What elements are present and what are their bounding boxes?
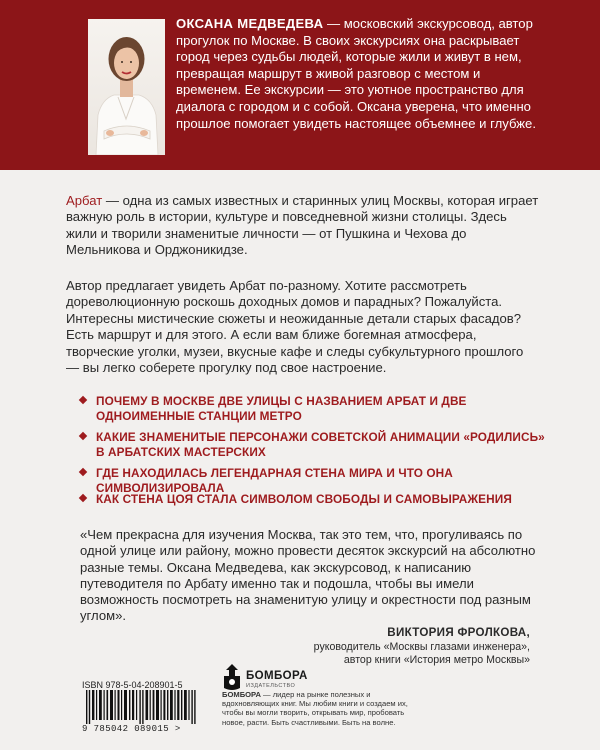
author-name: ОКСАНА МЕДВЕДЕВА [176, 16, 324, 31]
author-bio-band [0, 0, 600, 170]
isbn-text: ISBN 978-5-04-208901-5 [82, 680, 183, 690]
diamond-bullet-icon [79, 432, 87, 440]
quote-attribution [314, 626, 530, 667]
publisher-brand: БОМБОРА [222, 690, 261, 699]
description-paragraph: Автор предлагает увидеть Арбат по-разному. Хотите рассмотреть дореволюционную роскошь доходных домов и парадных? Пожалуйста. Интересны мистические сюжеты и неожиданные детали старых фасадов? Есть маршрут и для этого. А если вам ближе богемная атмосфера, творческие уголки, музеи, вкусные кафе и следы субкультурного прошлого — вы легко соберете прогулку под свое настроение. [66, 278, 524, 376]
publisher-text: — лидер на рынке полезных и вдохновляющих книг. Мы любим книги и создаем их, чтобы вы могли творить, открывать мир, пробовать новое, расти. Быть счастливыми. Быть на волне. [222, 690, 408, 727]
attribution-role: руководитель «Москвы глазами инженера», [313, 641, 530, 653]
diamond-bullet-icon [79, 494, 87, 502]
diamond-bullet-icon [79, 468, 87, 476]
intro-text: — одна из самых известных и старинных улиц Москвы, которая играет важную роль в истории, культуре и повседневной жизни столицы. Здесь жили и творили знаменитые личности — от Пушкина и Чехова до Мельникова и Орджоникидзе. [66, 193, 539, 258]
bullet-item [80, 430, 550, 460]
bullet-item [80, 492, 512, 507]
intro-paragraph [66, 193, 540, 259]
bullet-text: КАКИЕ ЗНАМЕНИТЫЕ ПЕРСОНАЖИ СОВЕТСКОЙ АНИМАЦИИ «РОДИЛИСЬ» В АРБАТСКИХ МАСТЕРСКИХ [96, 430, 545, 459]
bullet-item [80, 394, 550, 424]
review-quote: «Чем прекрасна для изучения Москва, так это тем, что, прогуливаясь по одной улице или району, можно провести десяток экскурсий на абсолютно разные темы. Оксана Медведева, как экскурсовод, к написанию путеводителя по Арбату именно так и подошла, чтобы вы имели возможность посмотреть на знаменитую улицу и окрестности под разным углом». [80, 527, 536, 624]
author-bio-text: — московский экскурсовод, автор прогулок по Москве. В своих экскурсиях она раскрывает город через судьбы людей, которые жили и живут в нем, превращая маршрут в живой разговор с местом и временем. Ее экскурсии — это уютное пространство для диалога с городом и с собой. Оксана уверена, что именно прошлое помогает увидеть настоящее объемнее и глубже. [176, 16, 536, 131]
bullet-text: ГДЕ НАХОДИЛАСЬ ЛЕГЕНДАРНАЯ СТЕНА МИРА И ЧТО ОНА СИМВОЛИЗИРОВАЛА [96, 466, 453, 495]
author-bio [176, 16, 536, 132]
bullet-text: ПОЧЕМУ В МОСКВЕ ДВЕ УЛИЦЫ С НАЗВАНИЕМ АРБАТ И ДВЕ ОДНОИМЕННЫЕ СТАНЦИИ МЕТРО [96, 394, 467, 423]
intro-accent: Арбат [66, 193, 103, 208]
barcode-icon [86, 690, 198, 724]
barcode-block [82, 680, 204, 736]
bullet-text: КАК СТЕНА ЦОЯ СТАЛА СИМВОЛОМ СВОБОДЫ И САМОВЫРАЖЕНИЯ [96, 492, 512, 506]
publisher-logo-text: БОМБОРА [246, 670, 308, 682]
diamond-bullet-icon [79, 396, 87, 404]
attribution-book: автор книги «История метро Москвы» [343, 654, 530, 666]
author-photo [88, 19, 165, 155]
publisher-blurb [222, 690, 422, 727]
publisher-logo-subtext: ИЗДАТЕЛЬСТВО [246, 683, 296, 689]
attribution-name: ВИКТОРИЯ ФРОЛКОВА, [387, 626, 530, 639]
barcode-number: 9 785042 089015 > [82, 724, 181, 734]
